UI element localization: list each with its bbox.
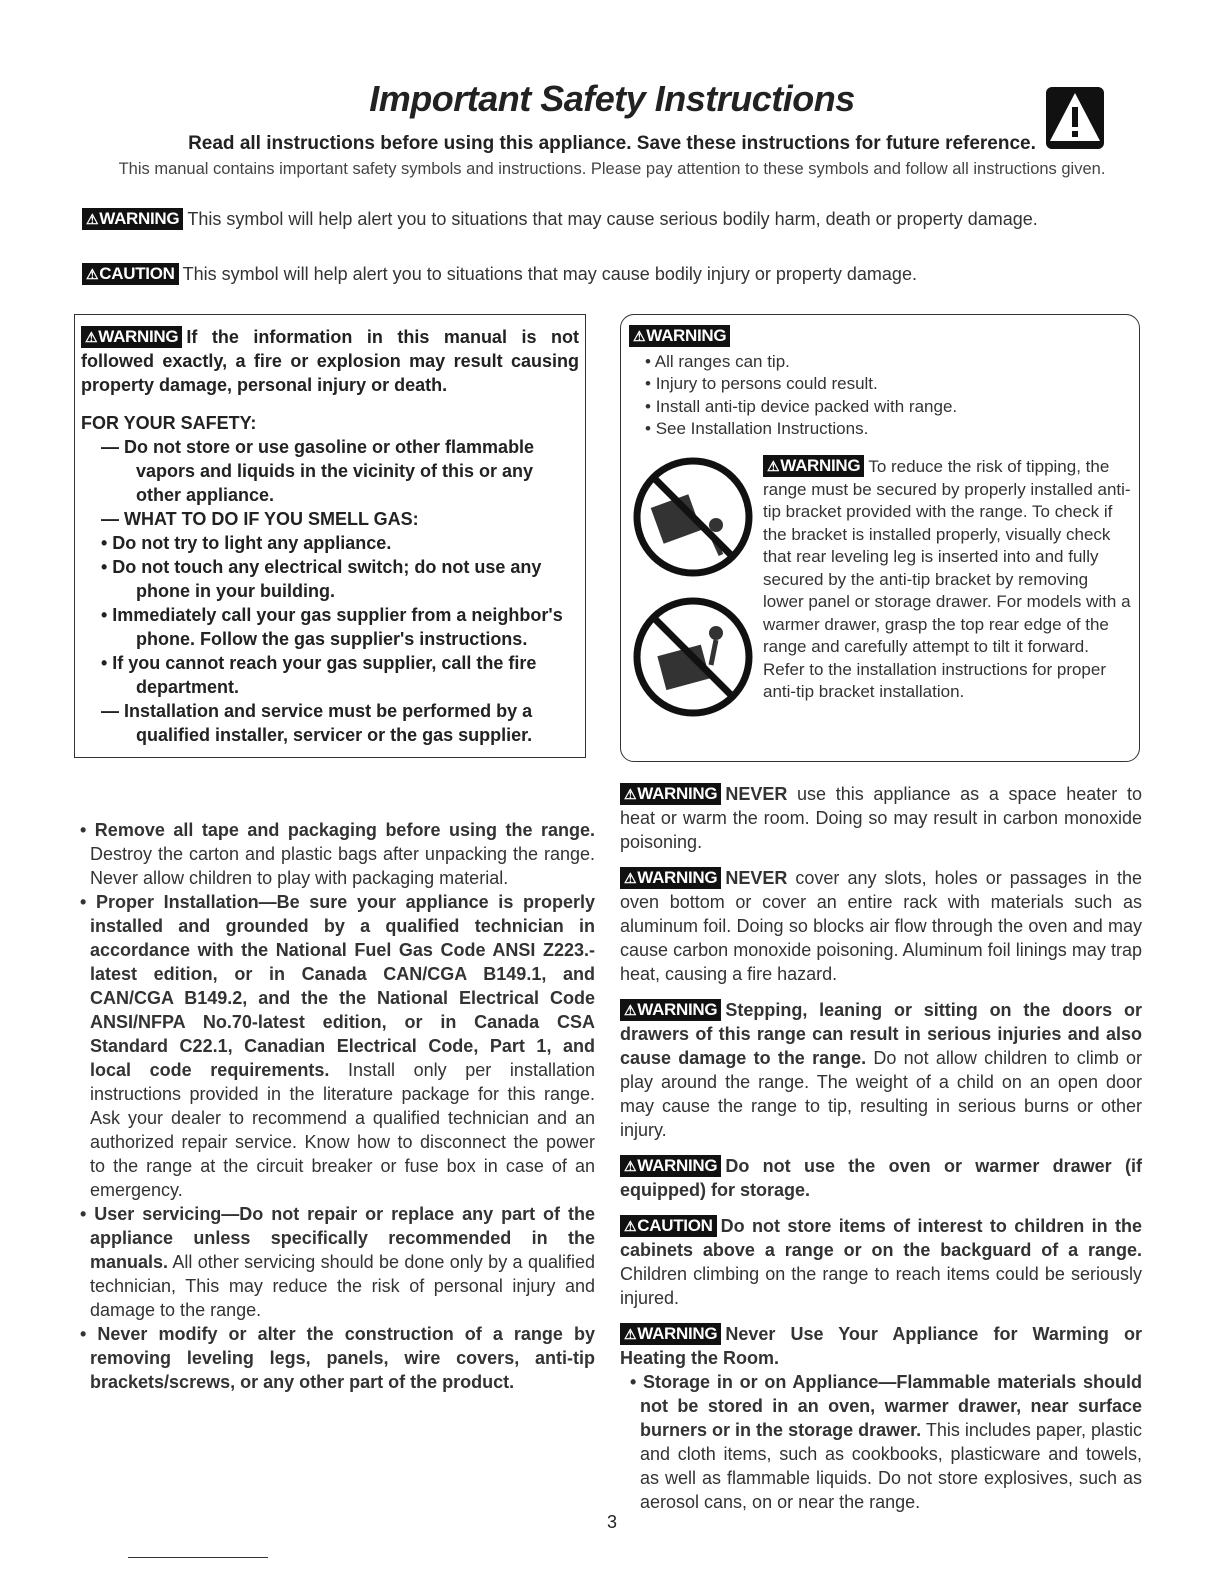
safety-item: • Do not try to light any appliance. <box>101 533 392 553</box>
page-number: 3 <box>606 1512 617 1532</box>
caution-paragraph <box>620 1214 1142 1310</box>
tip-text: To reduce the risk of tipping, the range must be secured by properly installed anti-tip bracket provided with the range. To check if the bracket is installed properly, visually check that rear leveling leg is inserted into and fully secured by the anti-tip bracket by removing lower panel or storage drawer. For models with a warmer drawer, grasp the top rear edge of the range and carefully attempt to tilt it forward. Refer to the installation instructions for proper anti-tip bracket installation. <box>763 457 1131 701</box>
storage-paragraph <box>620 1370 1142 1514</box>
warning-badge <box>620 783 721 805</box>
child-on-door-prohibited-icon <box>631 595 756 720</box>
safety-item: • Immediately call your gas supplier from a neighbor's phone. Follow the gas supplier's instructions. <box>101 605 563 649</box>
badge-label: WARNING <box>637 1324 718 1343</box>
safety-item: — WHAT TO DO IF YOU SMELL GAS: <box>101 509 419 529</box>
alert-triangle-icon: ⚠ <box>624 1158 637 1174</box>
for-your-safety-heading: FOR YOUR SAFETY: <box>81 413 257 433</box>
instruction-paragraph <box>80 818 595 890</box>
warning-badge <box>763 455 864 477</box>
gas-warning-lead <box>81 325 579 397</box>
warning-paragraph <box>620 1322 1142 1370</box>
safety-item: — Installation and service must be performed by a qualified installer, servicer or the gas supplier. <box>101 701 533 745</box>
warning-badge <box>81 326 182 348</box>
caution-symbol-line <box>82 263 917 285</box>
warning-paragraph <box>620 998 1142 1142</box>
page-title: Important Safety Instructions <box>369 78 855 119</box>
alert-triangle-icon: ⚠ <box>86 211 99 227</box>
bold-lead: • User servicing—Do not repair or replace any part of the appliance unless specifically recommended in the manuals. <box>80 1204 595 1272</box>
gas-warning-box <box>74 314 586 758</box>
body-text: Destroy the carton and plastic bags after unpacking the range. Never allow children to play with packaging material. <box>90 844 595 888</box>
bold-lead: • Never modify or alter the construction of a range by removing leveling legs, panels, wire covers, anti-tip brackets/screws, or any other part of the product. <box>80 1324 595 1392</box>
caution-symbol-text: This symbol will help alert you to situations that may cause bodily injury or property damage. <box>182 264 917 284</box>
instruction-paragraph <box>80 1322 595 1394</box>
warning-symbol-text: This symbol will help alert you to situations that may cause serious bodily harm, death or property damage. <box>187 209 1038 229</box>
badge-label: WARNING <box>637 784 718 803</box>
warning-badge <box>620 1155 721 1177</box>
alert-triangle-icon: ⚠ <box>85 329 98 345</box>
tip-bullets <box>629 351 1131 441</box>
warning-symbol-line <box>82 208 1038 230</box>
left-column <box>80 818 595 1394</box>
bold-lead: Do not use the oven or warmer drawer (if equipped) for storage. <box>620 1156 1142 1200</box>
badge-label: WARNING <box>637 868 718 887</box>
bold-lead: Do not store items of interest to children in the cabinets above a range or on the backguard of a range. <box>620 1216 1142 1260</box>
body-text: use this appliance as a space heater to heat or warm the room. Doing so may result in carbon monoxide poisoning. <box>620 784 1142 852</box>
warning-paragraph <box>620 866 1142 986</box>
warning-badge <box>620 999 721 1021</box>
badge-label: WARNING <box>637 1000 718 1019</box>
bold-lead: Stepping, leaning or sitting on the doors or drawers of this range can result in serious injuries and also cause damage to the range. <box>620 1000 1142 1068</box>
warning-badge <box>82 208 183 230</box>
bullet: • Injury to persons could result. <box>645 373 1131 396</box>
body-text: cover any slots, holes or passages in the oven bottom or cover an entire rack with materials such as aluminum foil. Doing so blocks air flow through the oven and may cause carbon monoxide poisoning. Aluminum foil linings may trap heat, causing a fire hazard. <box>620 868 1142 984</box>
instruction-paragraph <box>80 1202 595 1322</box>
bold-lead: NEVER <box>725 868 788 888</box>
tipping-range-prohibited-icon <box>631 455 756 580</box>
alert-triangle-icon: ⚠ <box>633 328 646 344</box>
body-text: This includes paper, plastic and cloth items, such as cookbooks, plasticware and towels, as well as flammable liquids. Do not store explosives, such as aerosol cans, on or near the range. <box>640 1420 1143 1512</box>
instruction-paragraph <box>80 890 595 1202</box>
right-column <box>620 782 1142 1514</box>
badge-label: CAUTION <box>637 1216 713 1235</box>
badge-label: WARNING <box>646 326 727 345</box>
warning-badge <box>629 325 730 347</box>
bullet: • All ranges can tip. <box>645 351 1131 374</box>
safety-item: • If you cannot reach your gas supplier, call the fire department. <box>101 653 537 697</box>
bold-lead: • Proper Installation—Be sure your appliance is properly installed and grounded by a qualified technician in accordance with the National Fuel Gas Code ANSI Z223.- latest edition, or in Canada CAN/CGA B149.1, and CAN/CGA B149.2, and the the National Electrical Code ANSI/NFPA No.70-latest edition, or in Canada CSA Standard C22.1, Canadian Electrical Code, Part 1, and local code requirements. <box>80 892 595 1080</box>
safety-alert-icon <box>1046 87 1104 149</box>
intro-text: This manual contains important safety symbols and instructions. Please pay attention to these symbols and follow all instructions given. <box>118 160 1106 178</box>
bold-lead: • Remove all tape and packaging before using the range. <box>80 820 595 840</box>
alert-triangle-icon: ⚠ <box>624 786 637 802</box>
warning-badge <box>620 867 721 889</box>
bold-lead: NEVER <box>725 784 788 804</box>
bullet: • See Installation Instructions. <box>645 418 1131 441</box>
alert-triangle-icon: ⚠ <box>624 1002 637 1018</box>
alert-triangle-icon: ⚠ <box>767 458 780 474</box>
anti-tip-warning-box <box>620 314 1140 762</box>
alert-triangle-icon: ⚠ <box>86 266 99 282</box>
badge-label: WARNING <box>98 327 179 346</box>
lead-text: If the information in this manual is not followed exactly, a fire or explosion may result causing property damage, personal injury or death. <box>81 327 579 395</box>
caution-badge <box>82 263 179 285</box>
alert-triangle-icon: ⚠ <box>624 1326 637 1342</box>
body-text: Children climbing on the range to reach items could be seriously injured. <box>620 1264 1142 1308</box>
badge-label: WARNING <box>99 209 180 228</box>
badge-label: WARNING <box>637 1156 718 1175</box>
subtitle: Read all instructions before using this appliance. Save these instructions for future reference. <box>188 133 1036 154</box>
warning-paragraph <box>620 1154 1142 1202</box>
caution-badge <box>620 1215 717 1237</box>
anti-tip-text <box>763 455 1133 704</box>
bold-lead: • Storage in or on Appliance—Flammable materials should not be stored in an oven, warmer drawer, near surface burners or in the storage drawer. <box>630 1372 1142 1440</box>
body-text: All other servicing should be done only by a qualified technician, This may reduce the risk of personal injury and damage to the range. <box>90 1252 595 1320</box>
warning-badge <box>620 1323 721 1345</box>
badge-label: CAUTION <box>99 264 175 283</box>
safety-item: — Do not store or use gasoline or other flammable vapors and liquids in the vicinity of this or any other appliance. <box>101 437 535 505</box>
bullet: • Install anti-tip device packed with range. <box>645 396 1131 419</box>
bold-lead: Never Use Your Appliance for Warming or Heating the Room. <box>620 1324 1142 1368</box>
alert-triangle-icon: ⚠ <box>624 1218 637 1234</box>
body-text: Install only per installation instructions provided in the literature package for this range. Ask your dealer to recommend a qualified technician and an authorized repair service. Know how to disconnect the power to the range at the circuit breaker or fuse box in case of an emergency. <box>90 1060 595 1200</box>
body-text: Do not allow children to climb or play around the range. The weight of a child on an open door may cause the range to tip, resulting in serious burns or other injury. <box>620 1048 1142 1140</box>
safety-item: • Do not touch any electrical switch; do not use any phone in your building. <box>101 557 542 601</box>
alert-triangle-icon: ⚠ <box>624 870 637 886</box>
footer-rule <box>128 1557 268 1558</box>
badge-label: WARNING <box>780 456 861 475</box>
warning-paragraph <box>620 782 1142 854</box>
